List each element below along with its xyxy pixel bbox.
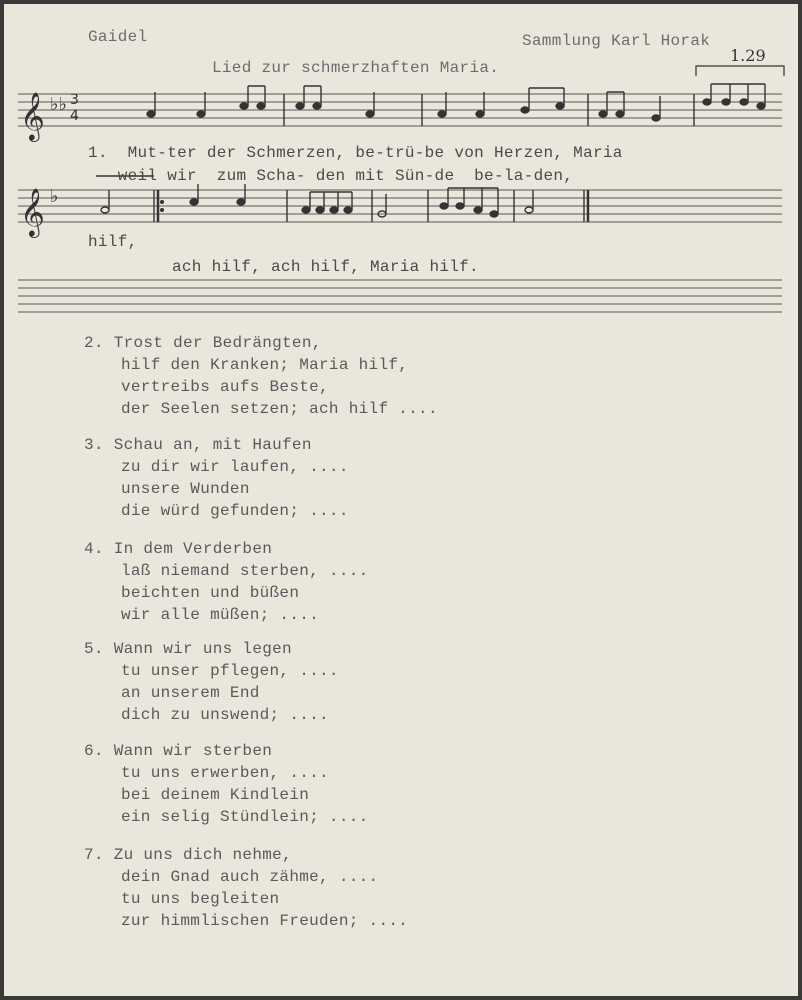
verse-line: zu dir wir laufen, ....: [121, 458, 349, 476]
lyrics-line-3: hilf,: [88, 233, 138, 251]
lyrics-line-1: 1. Mut-ter der Schmerzen, be-trü-be von Herzen, Maria: [88, 144, 623, 162]
song-sheet: [4, 4, 798, 996]
staff-1-notes: [147, 84, 765, 126]
verse-line: bei deinem Kindlein: [121, 786, 310, 804]
verse-line: vertreibs aufs Beste,: [121, 378, 329, 396]
verse-line: beichten und büßen: [121, 584, 300, 602]
verse-line: zur himmlischen Freuden; ....: [121, 912, 409, 930]
verse-line: hilf den Kranken; Maria hilf,: [121, 356, 409, 374]
time-signature-bottom: 4: [70, 108, 79, 124]
blank-staff: [18, 280, 782, 312]
verse-line: an unserem End: [121, 684, 260, 702]
verse-line: 2. Trost der Bedrängten,: [84, 334, 322, 352]
flat-sign-icon: ♭: [50, 186, 59, 207]
verse-line: tu uns begleiten: [121, 890, 280, 908]
verse-line: dich zu unswend; ....: [121, 706, 329, 724]
treble-clef-icon: 𝄞: [20, 187, 45, 236]
bracket-mark: [696, 66, 784, 76]
verse-line: tu uns erwerben, ....: [121, 764, 329, 782]
lyrics-line-2: weil wir zum Scha- den mit Sün-de be-la-den,: [88, 167, 574, 185]
verse-line: wir alle müßen; ....: [121, 606, 320, 624]
flat-sign-icon: ♭♭: [50, 94, 67, 115]
verse-line: laß niemand sterben, ....: [121, 562, 369, 580]
verse-line: 3. Schau an, mit Haufen: [84, 436, 312, 454]
verse-line: 4. In dem Verderben: [84, 540, 273, 558]
lyrics-line-4: ach hilf, ach hilf, Maria hilf.: [172, 258, 479, 276]
staff-2: [18, 190, 782, 222]
catalog-number: 1.29: [730, 46, 766, 65]
song-title: Lied zur schmerzhaften Maria.: [212, 59, 500, 77]
verse-line: der Seelen setzen; ach hilf ....: [121, 400, 438, 418]
staff-1: [18, 94, 782, 126]
verse-line: 7. Zu uns dich nehme,: [84, 846, 292, 864]
verse-line: dein Gnad auch zähme, ....: [121, 868, 379, 886]
verse-line: unsere Wunden: [121, 480, 250, 498]
treble-clef-icon: 𝄞: [20, 91, 45, 140]
collection-label: Sammlung Karl Horak: [522, 32, 711, 50]
verse-line: 6. Wann wir sterben: [84, 742, 273, 760]
verse-line: ein selig Stündlein; ....: [121, 808, 369, 826]
verse-line: tu unser pflegen, ....: [121, 662, 339, 680]
verse-line: die würd gefunden; ....: [121, 502, 349, 520]
time-signature: 3: [70, 92, 79, 108]
place-label: Gaidel: [88, 28, 148, 46]
verse-line: 5. Wann wir uns legen: [84, 640, 292, 658]
